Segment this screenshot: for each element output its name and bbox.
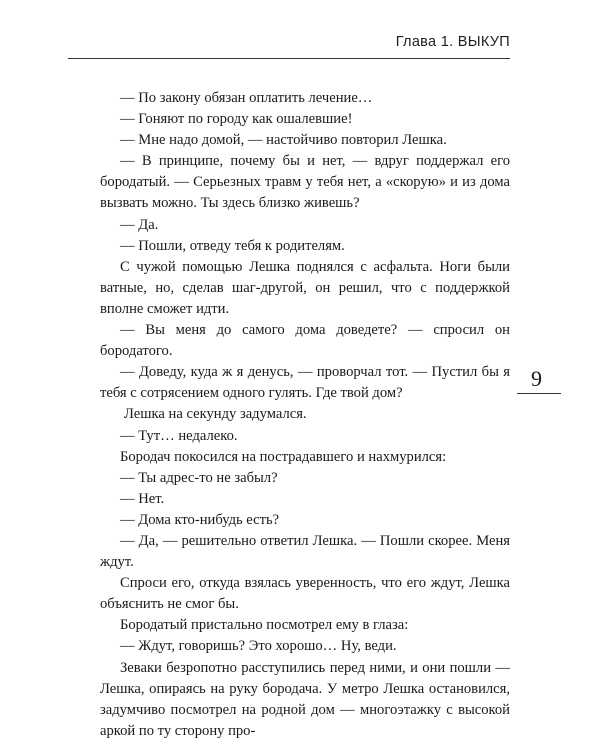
paragraph: С чужой помощью Лешка поднялся с асфальта. Ноги были ватные, но, сделав шаг-другой, он решил, что с поддержкой вполне сможет идти.: [100, 258, 510, 317]
paragraph: — Да, — решительно ответил Лешка. — Пошли скорее. Меня ждут.: [100, 532, 510, 571]
page-number-rule: [517, 393, 561, 394]
running-head: Глава 1. ВЫКУП: [395, 34, 510, 50]
paragraph: — Вы меня до самого дома доведете? — спросил он бородатого.: [100, 322, 510, 360]
paragraph: — Тут… недалеко.: [120, 427, 238, 444]
paragraph: — Доведу, куда ж я денусь, — проворчал тот. — Пустил бы я тебя с сотрясением одного гулять. Где твой дом?: [100, 364, 510, 402]
paragraph: Бородач покосился на пострадавшего и нахмурился:: [120, 448, 447, 465]
page-number: 9: [531, 366, 542, 391]
paragraph: — По закону обязан оплатить лечение…: [120, 90, 373, 106]
paragraph: — Ждут, говоришь? Это хорошо… Ну, веди.: [120, 638, 397, 655]
paragraph: — Гоняют по городу как ошалевшие!: [120, 111, 353, 128]
body-text: [100, 88, 510, 742]
header-rule: [68, 58, 510, 59]
paragraph: — В принципе, почему бы и нет, — вдруг поддержал его бородатый. — Серьезных травм у тебя нет, а «скорую» и из дома вызвать можно. Ты здесь близко живешь?: [100, 153, 510, 212]
paragraph: — Дома кто-нибудь есть?: [120, 511, 280, 528]
paragraph: — Мне надо домой, — настойчиво повторил Лешка.: [120, 132, 447, 149]
paragraph: — Ты адрес-то не забыл?: [120, 469, 278, 486]
paragraph: Зеваки безропотно расступились перед ними, и они пошли — Лешка, опираясь на руку бородача. У метро Лешка остановился, задумчиво посмотрел на родной дом — многоэтажку с высокой аркой по ту сторону про-: [100, 659, 510, 739]
paragraph: Бородатый пристально посмотрел ему в глаза:: [120, 617, 409, 634]
paragraph: — Нет.: [120, 490, 165, 507]
paragraph: — Пошли, отведу тебя к родителям.: [120, 237, 345, 254]
paragraph: Лешка на секунду задумался.: [124, 406, 307, 423]
paragraph: — Да.: [120, 216, 159, 233]
paragraph: Спроси его, откуда взялась уверенность, что его ждут, Лешка объяснить не смог бы.: [100, 575, 510, 613]
